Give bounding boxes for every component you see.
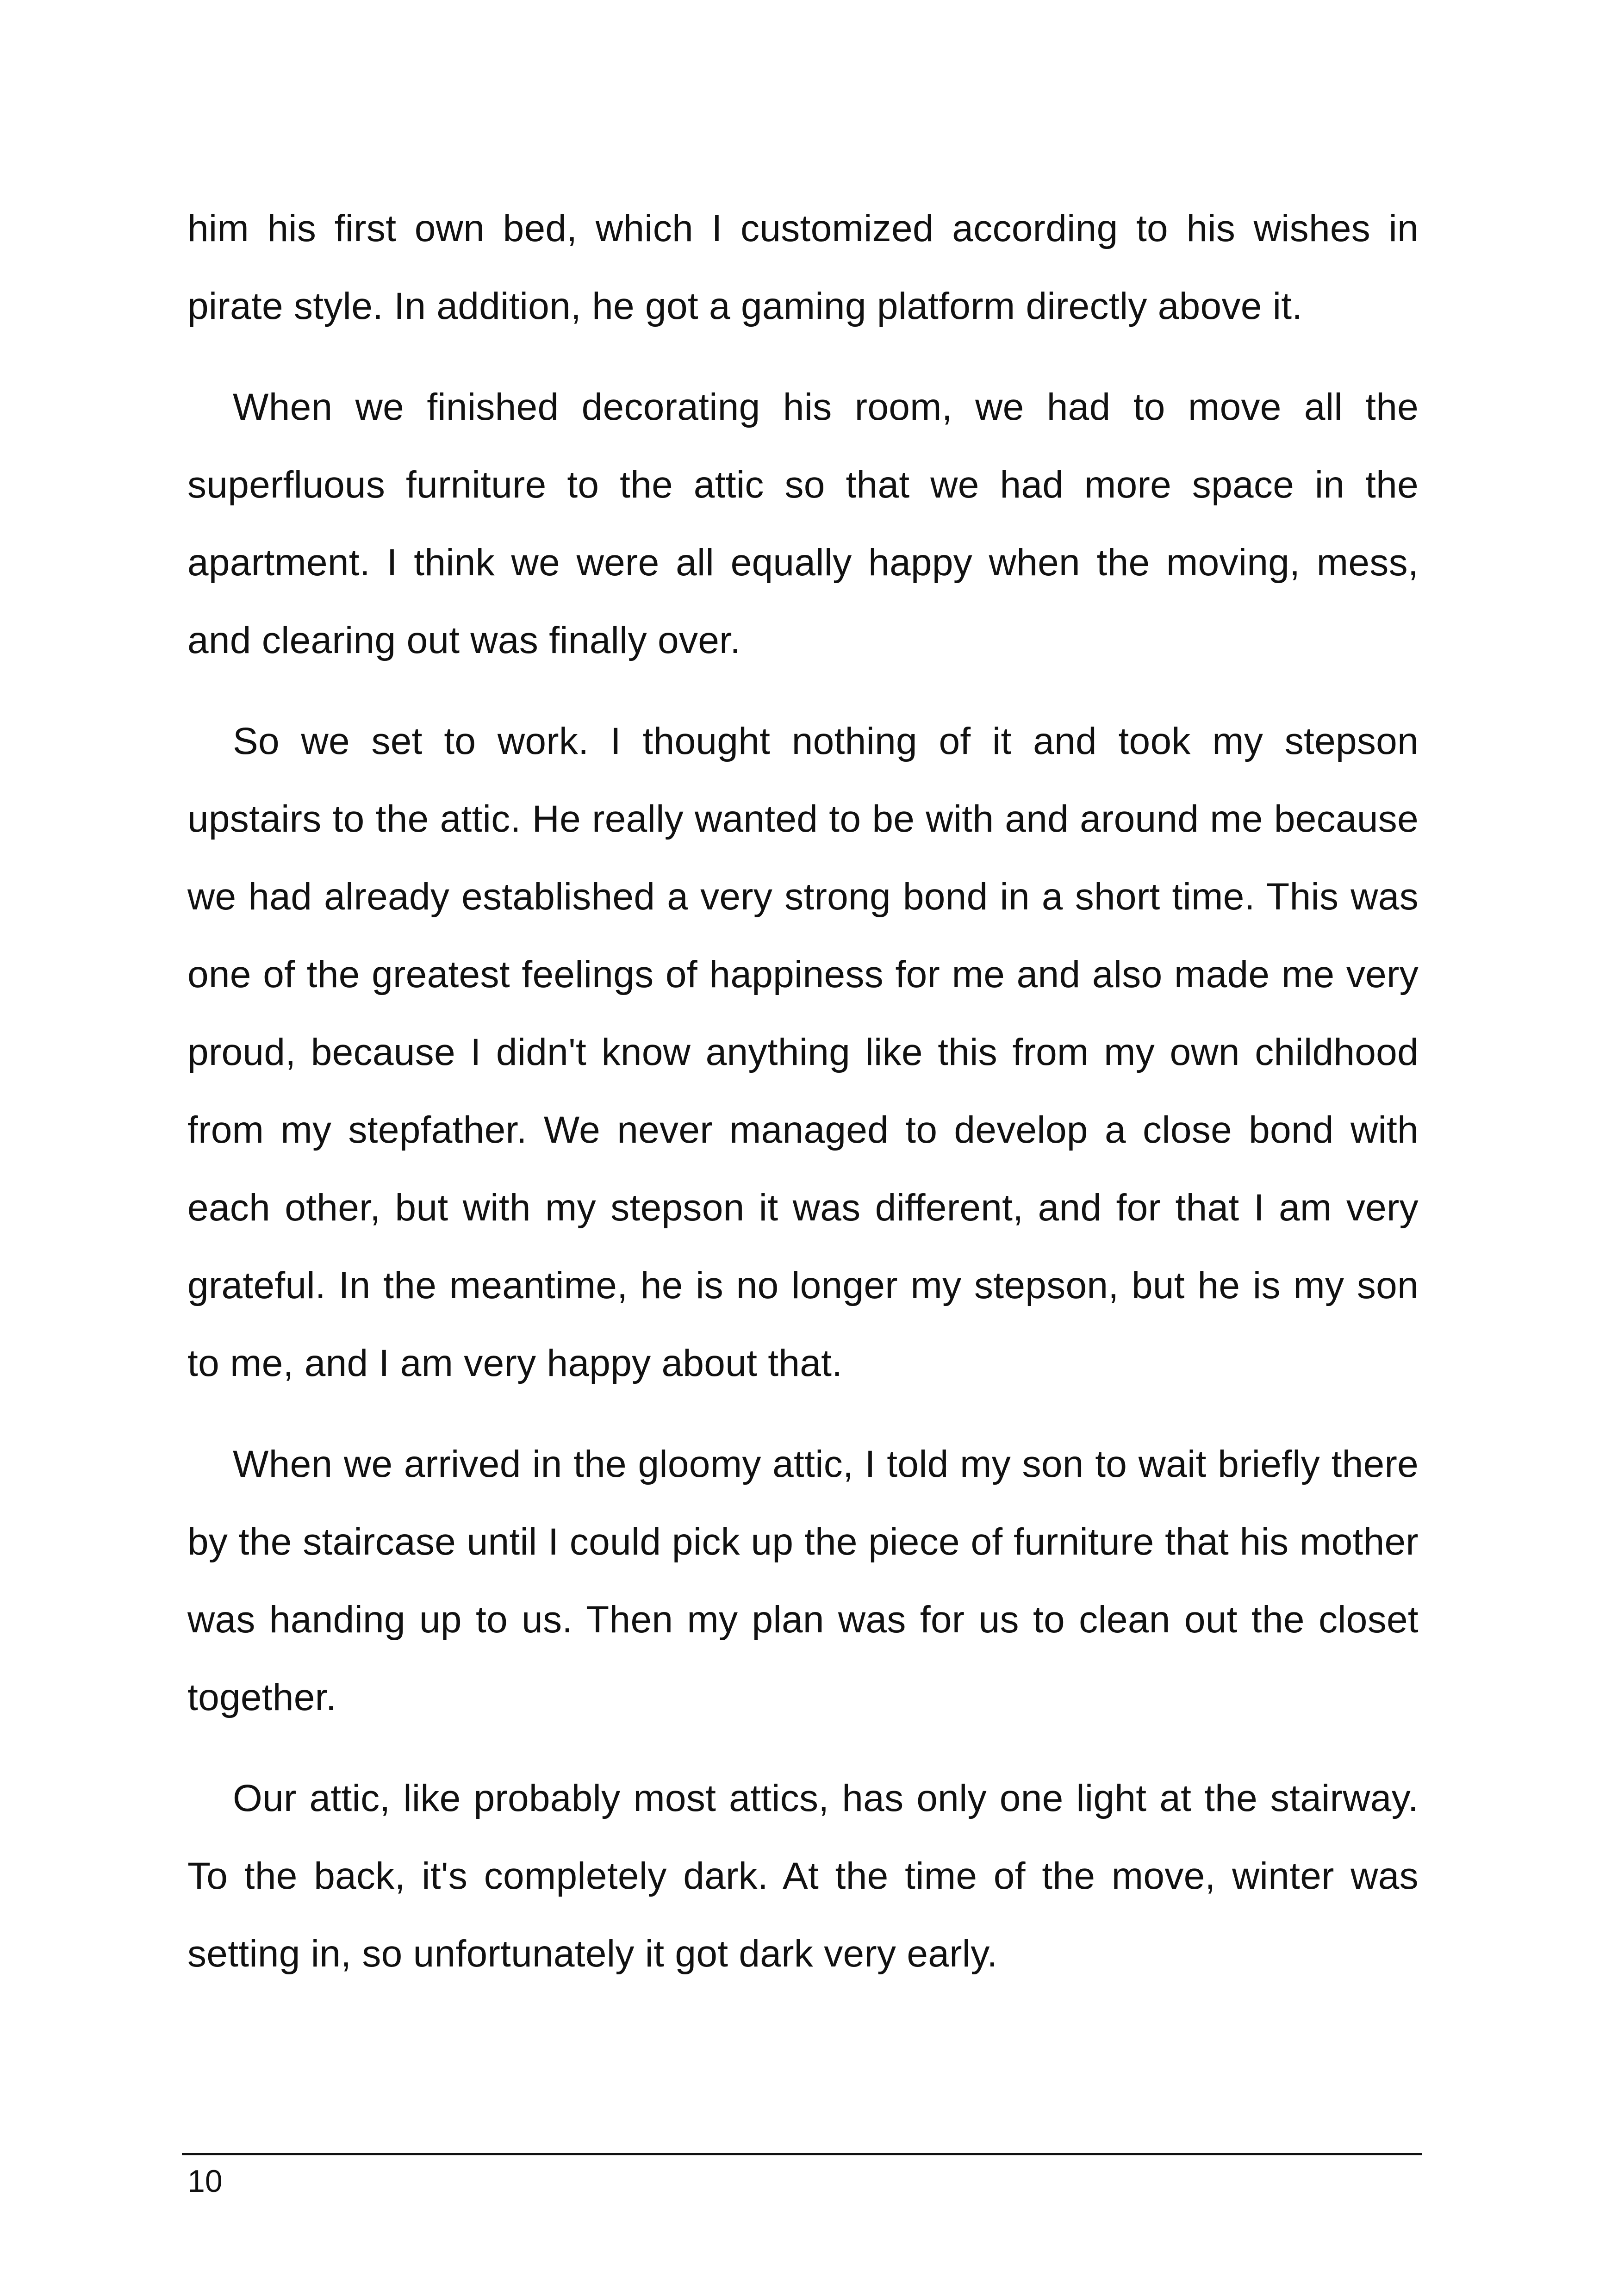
- paragraph-2: When we finished decorating his room, we had to move all the superfluous furniture to the attic so that we had more space in the apartment. I think we were all equally happy when the moving, mess, and clearing out was finally over.: [187, 386, 1419, 661]
- page-number: 10: [187, 2164, 223, 2199]
- footer-divider: [182, 2153, 1422, 2155]
- paragraph-4: When we arrived in the gloomy attic, I told my son to wait briefly there by the staircase until I could pick up the piece of furniture that his mother was handing up to us. Then my plan was for us to clean out the closet together.: [187, 1443, 1419, 1718]
- body-text: [187, 190, 1419, 2016]
- paragraph-3: So we set to work. I thought nothing of it and took my stepson upstairs to the attic. He really wanted to be with and around me because we had already established a very strong bond in a short time. This was one of the greatest feelings of happiness for me and also made me very proud, because I didn't know anything like this from my own childhood from my stepfather. We never managed to develop a close bond with each other, but with my stepson it was different, and for that I am very grateful. In the meantime, he is no longer my stepson, but he is my son to me, and I am very happy about that.: [187, 720, 1419, 1384]
- paragraph-1: him his first own bed, which I customized according to his wishes in pirate style. In addition, he got a gaming platform directly above it.: [187, 207, 1419, 327]
- paragraph-5: Our attic, like probably most attics, has only one light at the stairway. To the back, it's completely dark. At the time of the move, winter was setting in, so unfortunately it got dark very early.: [187, 1777, 1419, 1975]
